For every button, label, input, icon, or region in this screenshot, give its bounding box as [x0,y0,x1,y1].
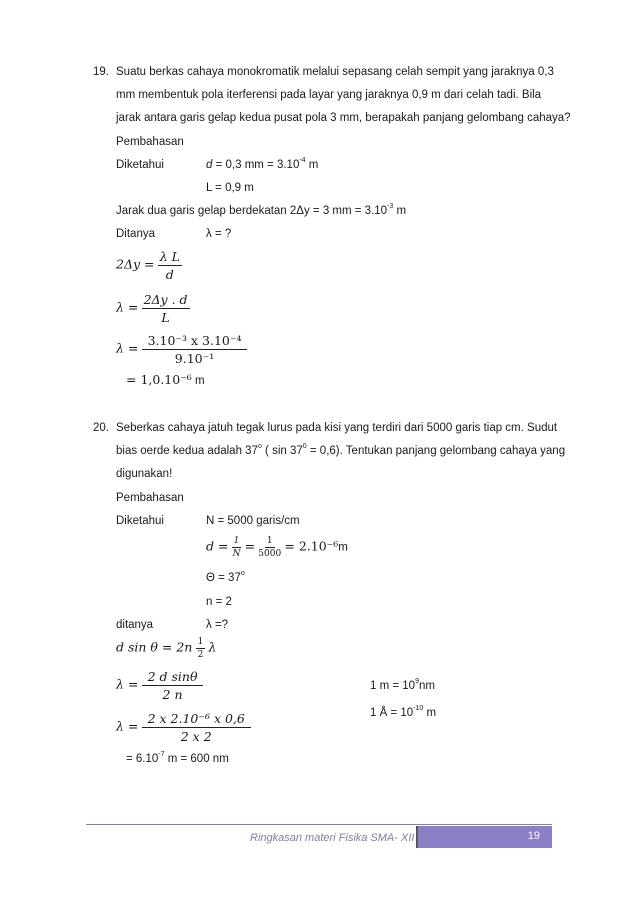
question-text-line: jarak antara garis gelap kedua pusat pola 3 mm, berapakah panjang gelombang cahaya? [116,112,571,124]
equation-3: λ = $\frac{\text{2 x 2.10⁻⁶ x 0,6}}{2 x 2}$ [116,711,251,744]
ditanya-value: λ = ? [206,228,232,240]
question-text-line: mm membentuk pola iterferensi pada layar yang jaraknya 0,9 m dari celah tadi. Bila [116,89,542,101]
footer-title: Ringkasan materi Fisika SMA- XII [250,832,415,844]
question-number: 19. [93,66,109,78]
equation-3: λ = $\frac{\text{3.10⁻³ x 3.10⁻⁴}}{\text{9.10⁻¹}}$ [116,333,247,366]
given-theta: $\Theta = 37^o$ [206,570,245,584]
ditanya-value: λ =? [206,619,229,631]
equation-1: 2Δy = $\frac{\text{λ L}}{d}$ [116,249,180,282]
ditanya-label: ditanya [116,619,154,631]
page-number: 19 [527,830,540,842]
given-N: N = 5000 garis/cm [206,515,300,527]
footer-divider [86,824,552,825]
equation-1: d sin θ = 2n $\frac{1}{2}$ λ [116,637,217,660]
given-d: d = $\frac{1}{N}$ = $\frac{1}{5000}$ = 2.10⁻⁶m [206,536,348,559]
conversion-nm: 1 $m = 10^9nm$ [370,678,435,692]
question-text-line: Seberkas cahaya jatuh tegak lurus pada kisi yang terdiri dari 5000 garis tiap cm. Sudut [116,422,558,434]
result-line: = $6.10^{-7}$ m = 600 nm [126,751,229,765]
equation-4: = 1,0.10⁻⁶ m [126,372,205,387]
given-d: d = 0,3 mm = $3.10^{-4}$ m [206,157,319,171]
question-text-line: Suatu berkas cahaya monokromatik melalui sepasang celah sempit yang jaraknya 0,3 [116,66,554,78]
page-number-box [418,826,552,848]
diketahui-label: Diketahui [116,515,164,527]
given-n: n = 2 [206,596,232,608]
pembahasan-heading: Pembahasan [116,492,184,504]
conversion-angstrom: 1 Å = $10^{-10}$ m [370,705,437,719]
given-L: L = 0,9 m [206,182,254,194]
question-text-line: bias oerde kedua adalah 37$^o$ ( $\sin 37^0 = 0,6$). Tentukan panjang gelombang cahaya yang [116,443,566,457]
equation-2: λ = $\frac{\text{2 d sinθ}}{2 n}$ [116,669,203,702]
question-text-line: digunakan! [116,468,173,480]
diketahui-label: Diketahui [116,159,164,171]
given-spacing: Jarak dua garis gelap berdekatan 2Δy = 3 mm = $3.10^{-3}$ m [116,203,407,217]
question-number: 20. [93,422,109,434]
equation-2: λ = $\frac{2\Delta y . d}{L}$ [116,292,188,325]
ditanya-label: Ditanya [116,228,155,240]
pembahasan-heading: Pembahasan [116,136,184,148]
